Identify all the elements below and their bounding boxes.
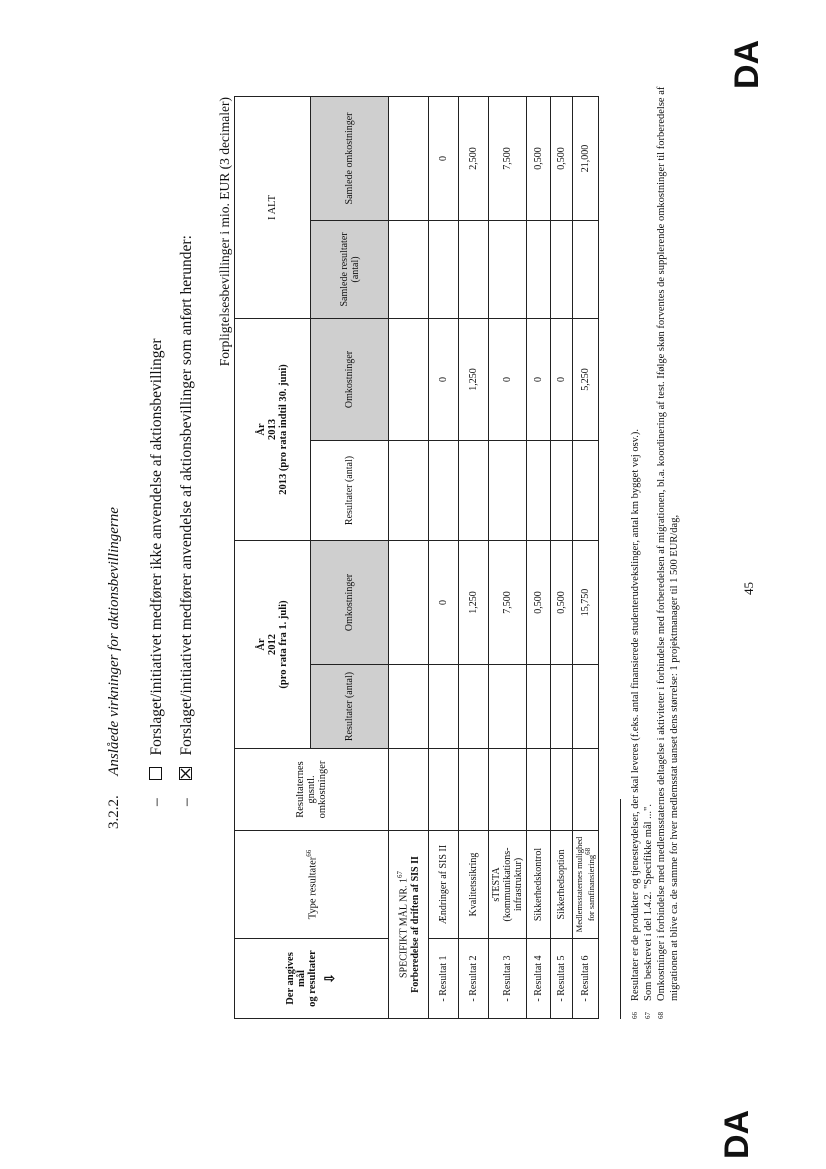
- option-text: Forslaget/initiativet medfører ikke anvendelse af aktionsbevillinger: [148, 338, 165, 756]
- option-no-operational: – Forslaget/initiativet medfører ikke anvendelse af aktionsbevillinger: [148, 338, 165, 806]
- specific-goal-cell: SPECIFIKT MÅL NR. $1^{67}$ Forberedelse af driften af SIS II: [389, 831, 429, 1019]
- option-text: Forslaget/initiativet medfører anvendelse af aktionsbevillinger som anført herunder:: [178, 235, 195, 756]
- section-title: Anslåede virkninger for aktionsbevillingerne: [106, 507, 122, 776]
- goal-header-cell: Der angives mål og resultater ⇩: [235, 939, 389, 1019]
- footnote-divider: [620, 799, 621, 1019]
- table-row: - Resultat 2 Kvalitetssikring 1,250 1,250 2,500: [459, 96, 489, 1018]
- costs-2012-header: Omkostninger: [311, 540, 389, 664]
- table-row: - Resultat 6 Medlemsstaternes mulighed for samfinansiering$^{68}$ 15,750 5,250 21,000: [573, 96, 599, 1018]
- table-row: - Resultat 1 Ændringer af SIS II 0 0 0: [429, 96, 459, 1018]
- type-header-cell: Type resultater$^{66}$: [235, 831, 389, 939]
- table-row: - Resultat 5 Sikkerhedsoption 0,500 0 0,500: [551, 96, 573, 1018]
- footnote: 67 Som beskrevet i del 1.4.2. "Specifikke mål ...".: [643, 804, 654, 1019]
- table-row: - Resultat 4 Sikkerhedskontrol 0,500 0 0,500: [527, 96, 551, 1018]
- footnote: 66 Resultater er de produkter og tjenesteydelser, der skal leveres (f.eks. antal finansierede studenterudvekslinger, antal km bygget vej osv.).: [630, 429, 641, 1019]
- section-heading: [106, 507, 123, 829]
- total-header: I ALT: [235, 96, 311, 318]
- language-mark-right: DA: [728, 39, 766, 89]
- checked-checkbox[interactable]: [179, 767, 192, 780]
- year-2013-header: År 2013 2013 (pro rata indtil 30. juni): [235, 318, 311, 540]
- language-mark-left: DA: [718, 1109, 756, 1159]
- page-number: 45: [741, 582, 756, 595]
- appropriations-table: [234, 96, 599, 1019]
- total-results-header: Samlede resultater (antal): [311, 220, 389, 318]
- results-2012-header: Resultater (antal): [311, 665, 389, 749]
- table-heading: Forpligtelsesbevillinger i mio. EUR (3 decimaler): [217, 97, 232, 367]
- section-number: 3.2.2.: [106, 795, 122, 829]
- option-operational: – Forslaget/initiativet medfører anvendelse af aktionsbevillinger som anført herunder:: [178, 235, 195, 806]
- year-2012-header: År 2012 (pro rata fra 1. juli): [235, 540, 311, 748]
- total-costs-header: Samlede omkostninger: [311, 96, 389, 220]
- x-check-icon: [180, 768, 191, 779]
- footnote: 68 Omkostninger i forbindelse med medlemsstaternes deltagelse i aktiviteter i forbindelse med forberedelsen af migrationen, bl.a. koordinering af test. Ifølge skøn forventes de supplerende omkostninger til forberedelse af migrationen at blive ca. de samme for hver medlemsstat uanset dens størrelse: 1 projektmanager til 1 500 EUR/dag,: [656, 86, 680, 1019]
- results-2013-header: Resultater (antal): [311, 440, 389, 540]
- down-arrow-icon: ⇩: [322, 973, 337, 984]
- footnotes: [620, 49, 681, 1019]
- unchecked-checkbox[interactable]: [149, 767, 162, 780]
- avg-cost-header-cell: Resultaternes gnsntl. omkostninger: [235, 749, 389, 831]
- costs-2013-header: Omkostninger: [311, 318, 389, 440]
- table-row: - Resultat 3 sTESTA (kommunikations-infrastruktur) 7,500 0 7,500: [489, 96, 527, 1018]
